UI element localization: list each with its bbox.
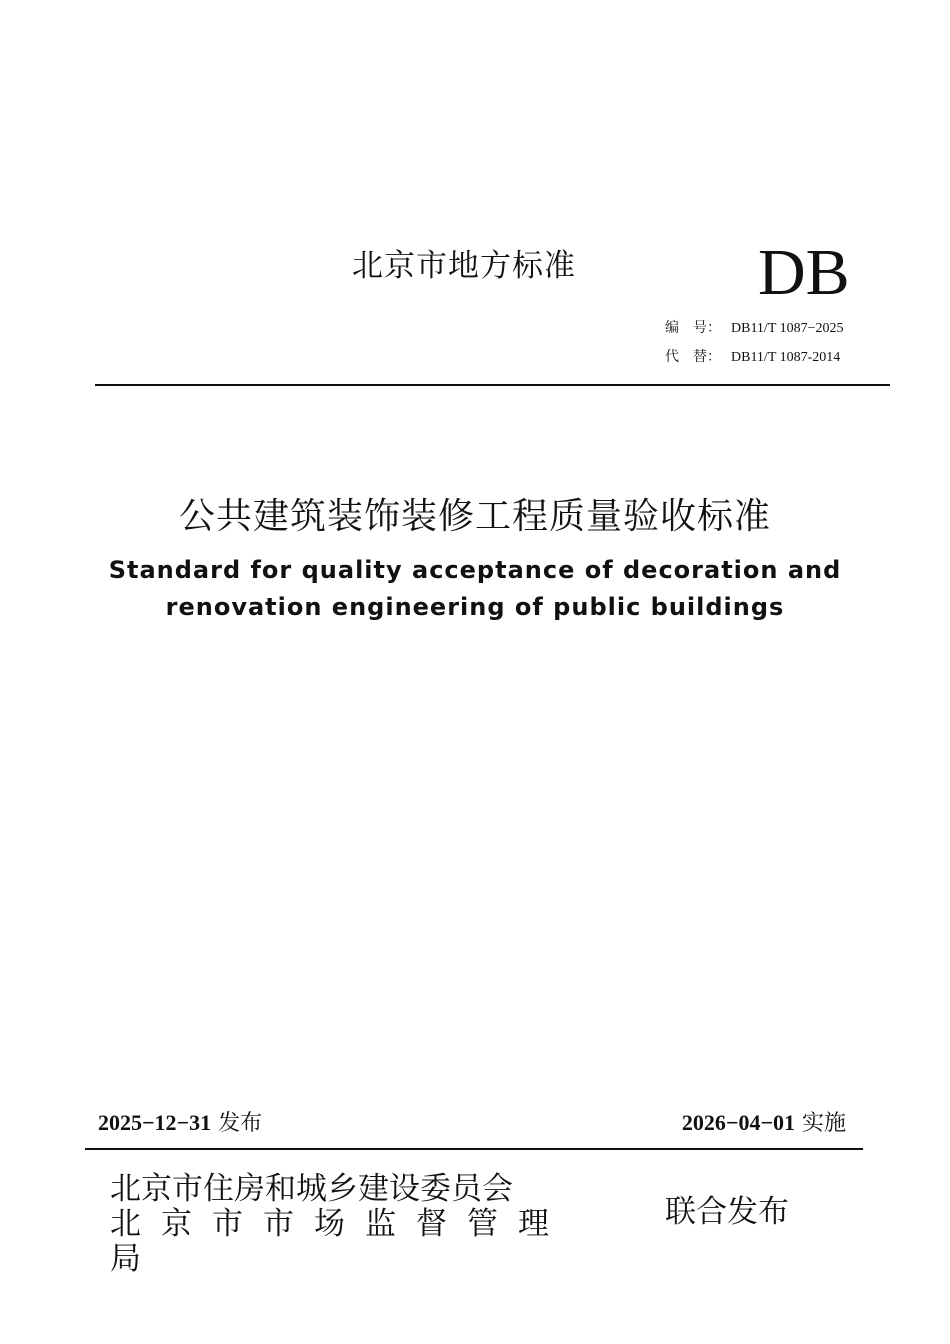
title-chinese: 公共建筑装饰装修工程质量验收标准 — [178, 496, 771, 537]
standard-number-label: 编 号： — [665, 321, 721, 336]
replaces-number — [665, 346, 840, 366]
header-divider — [95, 384, 890, 386]
standard-number-value: DB11/T 1087−2025 — [731, 321, 844, 336]
issue-date-value: 2025−12−31 — [98, 1110, 212, 1135]
title-english-line1: Standard for quality acceptance of decoration and — [108, 556, 842, 584]
footer-divider — [85, 1148, 863, 1150]
joint-issue-label: 联合发布 — [665, 1194, 789, 1230]
db-mark: DB — [758, 236, 850, 309]
replaces-value: DB11/T 1087-2014 — [731, 350, 841, 365]
implement-date-value: 2026−04−01 — [681, 1110, 795, 1135]
standard-category: 北京市地方标准 — [352, 248, 576, 284]
implement-date — [682, 1106, 846, 1137]
issue-date — [98, 1106, 262, 1137]
replaces-label: 代 替： — [665, 350, 721, 365]
issuer-line-3: 局 — [110, 1241, 141, 1277]
standard-number — [665, 317, 844, 337]
title-english-line2: renovation engineering of public buildings — [165, 593, 785, 621]
issue-date-label: 发布 — [218, 1111, 263, 1136]
issuer-line-1: 北京市住房和城乡建设委员会 — [110, 1171, 513, 1207]
issuer-line-2: 北京市市场监督管理 — [110, 1206, 569, 1242]
implement-date-label: 实施 — [801, 1111, 846, 1136]
